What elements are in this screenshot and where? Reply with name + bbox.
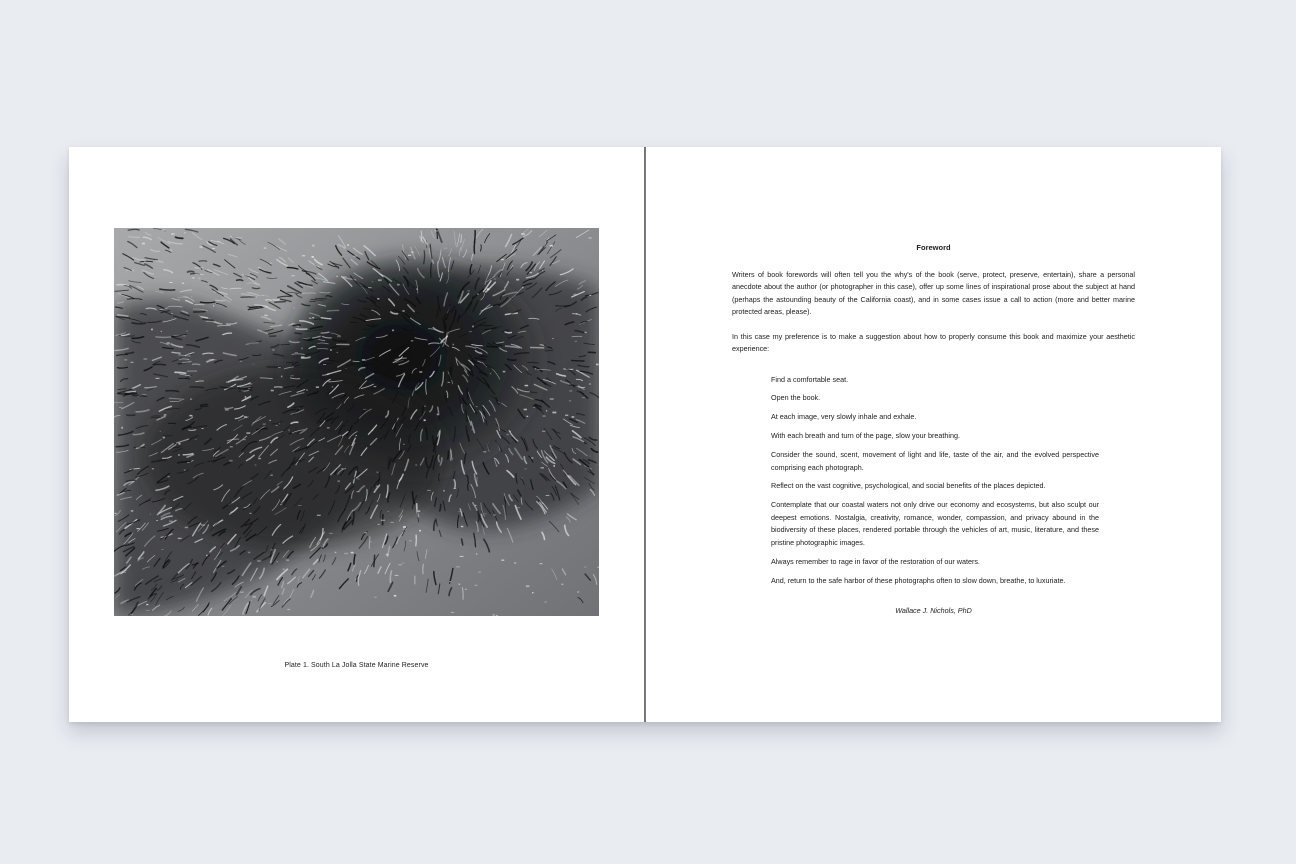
author-signature: Wallace J. Nichols, PhD [895,606,972,616]
suggestion-item: At each image, very slowly inhale and exhale. [771,412,917,422]
suggestion-item: And, return to the safe harbor of these photographs often to slow down, breathe, to luxuriate. [771,575,1066,585]
suggestion-item: With each breath and turn of the page, slow your breathing. [771,431,960,441]
foreword-paragraph-2: In this case my preference is to make a suggestion about how to properly consume this book and maximize your aesthetic experience: [732,331,1135,353]
suggestion-item: Consider the sound, scent, movement of light and life, taste of the air, and the evolved perspective comprising each photograph. [771,450,1099,472]
suggestion-item: Reflect on the vast cognitive, psychological, and social benefits of the places depicted. [771,481,1046,491]
suggestion-item: Open the book. [771,393,821,403]
foreword-text [732,242,1135,618]
suggestion-item: Always remember to rage in favor of the restoration of our waters. [771,556,980,566]
suggestion-item: Contemplate that our coastal waters not only drive our economy and ecosystems, but also sculpt our deepest emotions. Nostalgia, creativity, romance, wonder, compassion, and privacy abound in the biodiversity of these places, rendered portable through the vehicles of art, music, literature, and these pristine photographic images. [771,500,1099,547]
left-page [69,147,644,722]
plate-caption: Plate 1. South La Jolla State Marine Reserve [284,662,429,669]
suggestion-item: Find a comfortable seat. [771,374,849,384]
foreword-paragraph-1: Writers of book forewords will often tell you the why's of the book (serve, protect, preserve, entertain), share a personal anecdote about the author (or photographer in this case), offer up some lines of inspirational prose about the subject at hand (perhaps the astounding beauty of the California coast), and in some cases issue a call to action (more and better marine protected areas, please). [732,269,1135,316]
foreword-title: Foreword [916,243,951,252]
fish-school-photo [114,228,599,616]
right-page [646,147,1221,722]
suggestion-list [771,374,1099,588]
book-spread [69,147,1221,722]
